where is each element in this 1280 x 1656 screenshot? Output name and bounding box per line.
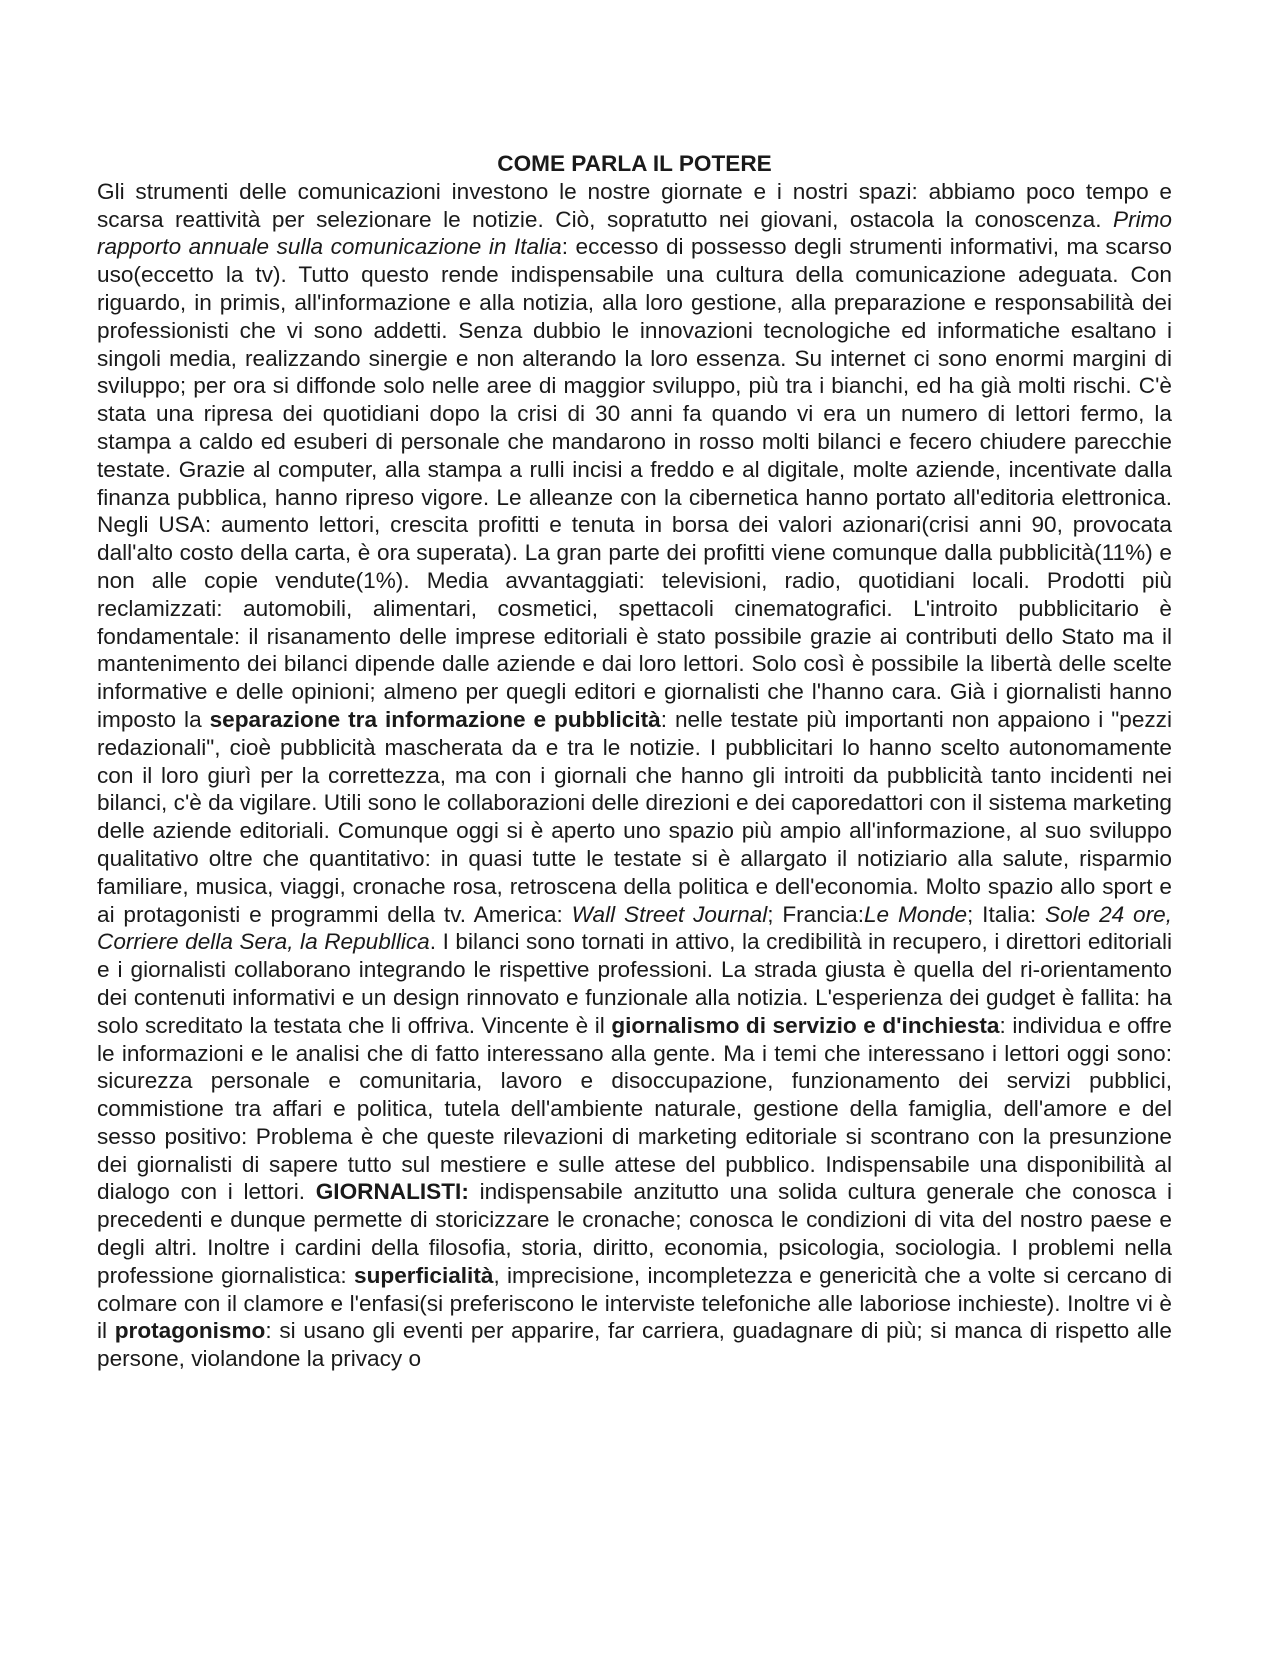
text-segment: : nelle testate più importanti non appaiono i "pezzi redazionali", cioè pubblicità mascherata da e tra le notizie. I pubblicitari lo hanno scelto autonomamente con il loro giurì per la correttezza, ma con i giornali che hanno gli introiti da pubblicità tanto incidenti nei bilanci, c'è da vigilare. Utili sono le collaborazioni delle direzioni e dei caporedattori con il sistema marketing delle aziende editoriali. Comunque oggi si è aperto uno spazio più ampio all'informazione, al suo sviluppo qualitativo oltre che quantitativo: in quasi tutte le testate si è allargato il notiziario alla salute, risparmio familiare, musica, viaggi, cronache rosa, retroscena della politica e dell'economia. Molto spazio allo sport e ai protagonisti e programmi della tv. America: xyxy=(97,706,1172,927)
text-segment: ; Italia: xyxy=(967,901,1046,927)
document-title: COME PARLA IL POTERE xyxy=(497,151,772,176)
document-page xyxy=(97,150,1172,1373)
text-segment: . I bilanci sono tornati in attivo, la credibilità in recupero, i direttori editoriali e i giornalisti collaborano integrando le rispettive professioni. La strada giusta è quella del ri-orientamento dei contenuti informativi e un design rinnovato e funzionale alla notizia. L'esperienza dei gudget è fallita: ha solo screditato la testata che li offriva. Vincente è il xyxy=(97,929,1172,1038)
text-segment: Gli strumenti delle comunicazioni investono le nostre giornate e i nostri spazi: abbiamo poco tempo e scarsa reattività per selezionare le notizie. Ciò, sopratutto nei giovani, ostacola la conoscenza. xyxy=(97,178,1172,232)
italic-report-title: Primo rapporto annuale sulla comunicazione in Italia xyxy=(97,206,1172,260)
italic-newspaper-le-monde: Le Monde xyxy=(863,901,968,927)
text-segment: ; Francia: xyxy=(767,901,864,927)
bold-term-giornalismo: giornalismo di servizio e d'inchiesta xyxy=(611,1012,1000,1038)
text-segment: : si usano gli eventi per apparire, far carriera, guadagnare di più; si manca di rispetto alle persone, violandone la privacy o xyxy=(97,1318,1172,1372)
bold-term-giornalisti: GIORNALISTI: xyxy=(315,1179,469,1205)
document-body xyxy=(97,178,1172,1373)
text-segment: indispensabile anzitutto una solida cultura generale che conosca i precedenti e dunque permette di storicizzare le cronache; conosca le condizioni di vita del nostro paese e degli altri. Inoltre i cardini della filosofia, storia, diritto, economia, psicologia, sociologia. I problemi nella professione giornalistica: xyxy=(97,1179,1173,1288)
text-segment: : individua e offre le informazioni e le analisi che di fatto interessano alla gente. Ma i temi che interessano i lettori oggi sono: sicurezza personale e comunitaria, lavoro e disoccupazione, funzionamento dei servizi pubblici, commistione tra affari e politica, tutela dell'ambiente naturale, gestione della famiglia, dell'amore e del sesso positivo: Problema è che queste rilevazioni di marketing editoriale si scontrano con la presunzione dei giornalisti di sapere tutto sul mestiere e sulle attese del pubblico. Indispensabile una disponibilità al dialogo con i lettori. xyxy=(97,1012,1172,1205)
bold-term-protagonismo: protagonismo xyxy=(114,1318,266,1344)
italic-newspaper-wsj: Wall Street Journal xyxy=(571,901,768,927)
text-segment: : eccesso di possesso degli strumenti informativi, ma scarso uso(eccetto la tv). Tutto questo rende indispensabile una cultura della comunicazione adeguata. Con riguardo, in primis, all'informazione e alla notizia, alla loro gestione, alla preparazione e responsabilità dei professionisti che vi sono addetti. Senza dubbio le innovazioni tecnologiche ed informatiche esaltano i singoli media, realizzando sinergie e non alterando la loro essenza. Su internet ci sono enormi margini di sviluppo; per ora si diffonde solo nelle aree di maggior sviluppo, più tra i bianchi, ed ha già molti rischi. C'è stata una ripresa dei quotidiani dopo la crisi di 30 anni fa quando vi era un numero di lettori fermo, la stampa a caldo ed esuberi di personale che mandarono in rosso molti bilanci e fecero chiudere parecchie testate. Grazie al computer, alla stampa a rulli incisi a freddo e al digitale, molte aziende, incentivate dalla finanza pubblica, hanno ripreso vigore. Le alleanze con la cibernetica hanno portato all'editoria elettronica. Negli USA: aumento lettori, crescita profitti e tenuta in borsa dei valori azionari(crisi anni 90, provocata dall'alto costo della carta, è ora superata). La gran parte dei profitti viene comunque dalla pubblicità(11%) e non alle copie vendute(1%). Media avvantaggiati: televisioni, radio, quotidiani locali. Prodotti più reclamizzati: automobili, alimentari, cosmetici, spettacoli cinematografici. L'introito pubblicitario è fondamentale: il risanamento delle imprese editoriali è stato possibile grazie ai contributi dello Stato ma il mantenimento dei bilanci dipende dalle aziende e dai loro lettori. Solo così è possibile la libertà delle scelte informative e delle opinioni; almeno per quegli editori e giornalisti che l'hanno cara. Già i giornalisti hanno imposto la xyxy=(97,234,1172,732)
bold-term-separazione: separazione tra informazione e pubblicità xyxy=(209,706,661,732)
bold-term-superficialita: superficialità xyxy=(354,1262,494,1288)
text-segment: , imprecisione, incompletezza e genericità che a volte si cercano di colmare con il clamore e l'enfasi(si preferiscono le interviste telefoniche alle laboriose inchieste). Inoltre vi è il xyxy=(97,1262,1172,1344)
italic-newspapers-italia: Sole 24 ore, Corriere della Sera, la Republlica xyxy=(97,901,1172,955)
